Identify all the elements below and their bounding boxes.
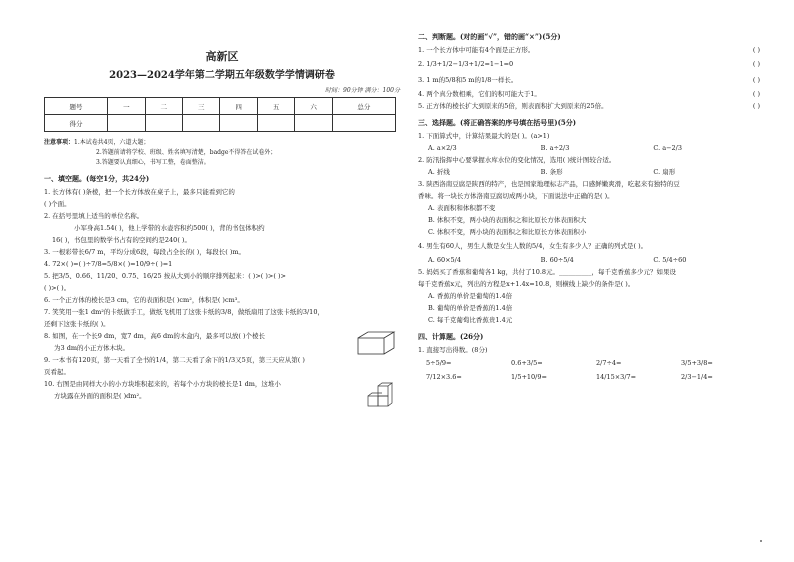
score-cell: 四 (220, 98, 257, 115)
score-cell: 得分 (45, 115, 108, 132)
stacked-blocks-icon (366, 378, 400, 408)
question: 页看起。 (44, 368, 70, 376)
answer-paren: ( ) (752, 102, 760, 110)
question: 16( )，书包里的数学书占有的空间约是240( )。 (52, 236, 191, 244)
question: 香味。将一块长方体洛南豆腐切成两小块，下面说法中正确的是( )。 (418, 192, 614, 200)
score-value-row (45, 115, 396, 132)
calc-item: 14/15×3/7= (596, 373, 637, 381)
judge-item (418, 56, 766, 72)
option: B. 葡萄的单价是香蕉的1.4倍 (428, 304, 513, 312)
question: 还剩下这张卡纸的( )。 (44, 320, 110, 328)
question: 3. 陕西洛南豆腐是陕西的特产，也是国家地理标志产品，口感鲜嫩爽滑，吃起来有独特的豆 (418, 180, 680, 188)
option: B. 60÷5/4 (540, 256, 574, 264)
note-item: 3.答题要认真细心，书写工整，卷面整洁。 (96, 159, 210, 166)
score-cell (183, 115, 220, 132)
option: C. 5/4÷60 (653, 256, 687, 264)
question: 9. 一本书有120页，第一天看了全书的1/4，第二天看了余下的1/3又5页，第三天应从第( ) (44, 356, 305, 364)
score-cell: 总分 (332, 98, 395, 115)
answer-paren: ( ) (752, 46, 760, 54)
question: 2. 防汛指挥中心要掌握水库水位的变化情况，选用( )统计图较合适。 (418, 156, 616, 164)
judge-item (418, 72, 766, 88)
score-cell: 五 (257, 98, 294, 115)
judge-text: 3. 1 m的5/8和5 m的1/8一样长。 (418, 76, 518, 84)
page-dot (760, 540, 762, 542)
note-item: 1.本试卷共4页，六道大题； (74, 139, 150, 146)
calc-item: 7/12×3.6= (426, 373, 462, 381)
question: 4. 男生有60人，男生人数是女生人数的5/4，女生有多少人？正确的列式是( )。 (418, 242, 648, 250)
question: 每千克香蕉x元，列出的方程是x+1.4x=10.8，则横线上缺少的条件是( )。 (418, 280, 635, 288)
section-calc: 四、计算题。(26分) (418, 332, 484, 341)
exam-title: 高新区 (205, 50, 239, 63)
judge-item (418, 100, 766, 112)
score-cell (220, 115, 257, 132)
score-cell (332, 115, 395, 132)
score-cell (145, 115, 182, 132)
judge-item (418, 44, 766, 56)
score-table (44, 97, 396, 132)
answer-paren: ( ) (752, 76, 760, 84)
option: A. 折线 (428, 168, 450, 176)
exam-meta: 时间：90分钟 满分：100分 (325, 87, 400, 94)
right-column (418, 26, 766, 384)
option: B. a÷2/3 (540, 144, 570, 152)
question: 小军身高1.54( )，他上学带的水壶容积约500( )，背的书包体积约 (74, 224, 265, 232)
question: 2. 在括号里填上适当的单位名称。 (44, 212, 144, 220)
option: B. 条形 (540, 168, 563, 176)
question-with-figure (44, 378, 400, 402)
question: 为3 dm的小正方体木块。 (54, 344, 130, 352)
answer-paren: ( ) (752, 60, 760, 68)
section-fill-in: 一、填空题。(每空1分，共24分) (44, 174, 150, 183)
question: ( )>( )。 (44, 284, 71, 292)
box-figure-icon (356, 330, 396, 356)
judge-text: 1. 一个长方体中可能有4个面是正方形。 (418, 46, 535, 54)
options (418, 166, 766, 178)
score-header-row (45, 98, 396, 115)
question: 3. 一根彩带长6/7 m，平均分成6段，每段占全长的( )，每段长( )m。 (44, 248, 246, 256)
calc-item: 5÷5/9= (426, 359, 452, 367)
question: ( )个面。 (44, 200, 71, 208)
question: 5. 妈妈买了香蕉和葡萄各1 kg，共付了10.8元。__________，每千克香蕉多少元？如果设 (418, 268, 677, 276)
section-choice: 三、选择题。(将正确答案的序号填在括号里)(5分) (418, 118, 577, 127)
option: A. 60×5/4 (428, 256, 462, 264)
question: 1. 长方体有( )条棱，把一个长方体放在桌子上，最多只能看到它的 (44, 188, 235, 196)
calc-item: 2/3−1/4= (681, 373, 713, 381)
score-cell: 三 (183, 98, 220, 115)
calc-item: 1/5+10/9= (511, 373, 547, 381)
calc-item: 3/5+3/8= (681, 359, 713, 367)
score-cell (295, 115, 332, 132)
question: 5. 把3/5、0.66、11/20、0.75、16/25 按从大到小的顺序排列起来：( )>( )>( )> (44, 272, 286, 280)
calc-item: 2/7÷4= (596, 359, 622, 367)
question: 1. 直接写出得数。(8分) (418, 346, 488, 354)
option: C. a−2/3 (653, 144, 683, 152)
option: C. 扇形 (653, 168, 676, 176)
option: B. 体积不变，两小块的表面积之和比原长方体表面积大 (428, 216, 587, 224)
options (418, 254, 766, 266)
notes-label: 注意事项： (44, 139, 75, 146)
score-cell: 二 (145, 98, 182, 115)
question: 1. 下面算式中，计算结果最大的是( )。(a>1) (418, 132, 550, 140)
option: C. 体积不变，两小块的表面积之和比原长方体表面积小 (428, 228, 587, 236)
option: A. 香蕉的单价是葡萄的1.4倍 (428, 292, 513, 300)
question-with-figure (44, 330, 400, 354)
note-item: 2.答题前请将学校、班级、姓名填写清楚，badge不得答在试卷外； (96, 149, 277, 156)
options (418, 142, 766, 154)
left-column (44, 48, 400, 402)
question: 7. 笑笑用一张1 dm²的卡纸做手工，做纸飞机用了这张卡纸的3/8，做纸扇用了这张卡纸的3/10， (44, 308, 324, 316)
calc-item: 0.6+3/5= (511, 359, 543, 367)
option: A. a×2/3 (428, 144, 457, 152)
answer-paren: ( ) (752, 90, 760, 98)
judge-text: 5. 正方体的棱长扩大到原来的5倍，则表面积扩大到原来的25倍。 (418, 102, 608, 110)
score-cell (257, 115, 294, 132)
option: C. 每千克葡萄比香蕉贵1.4元 (428, 316, 513, 324)
option: A. 表面积和体积都不变 (428, 204, 496, 212)
question: 方块露在外面的面积是( )dm²。 (54, 392, 146, 400)
score-cell: 一 (108, 98, 145, 115)
question: 8. 如图，在一个长9 dm，宽7 dm，高6 dm的木盒内，最多可以放( )个棱长 (44, 332, 265, 340)
judge-text: 4. 两个真分数相乘，它们的积可能大于1。 (418, 90, 541, 98)
exam-subtitle: 2023—2024学年第二学期五年级数学学情调研卷 (109, 70, 335, 81)
score-cell (108, 115, 145, 132)
notes (44, 138, 400, 168)
calc-row (418, 356, 766, 370)
judge-item (418, 88, 766, 100)
score-cell: 题号 (45, 98, 108, 115)
section-judge: 二、判断题。(对的画“√”，错的画“×”)(5分) (418, 32, 561, 41)
question: 4. 72×( )=( )÷7/8=5/8×( )=10/9÷( )=1 (44, 260, 173, 268)
question: 10. 右图是由同样大小的小方块堆积起来的，若每个小方块的棱长是1 dm，这堆小 (44, 380, 281, 388)
judge-text: 2. 1/3+1/2−1/3+1/2=1−1=0 (418, 60, 514, 68)
calc-row (418, 370, 766, 384)
question: 6. 一个正方体的棱长是3 cm，它的表面积是( )cm²，体积是( )cm³。 (44, 296, 244, 304)
score-cell: 六 (295, 98, 332, 115)
